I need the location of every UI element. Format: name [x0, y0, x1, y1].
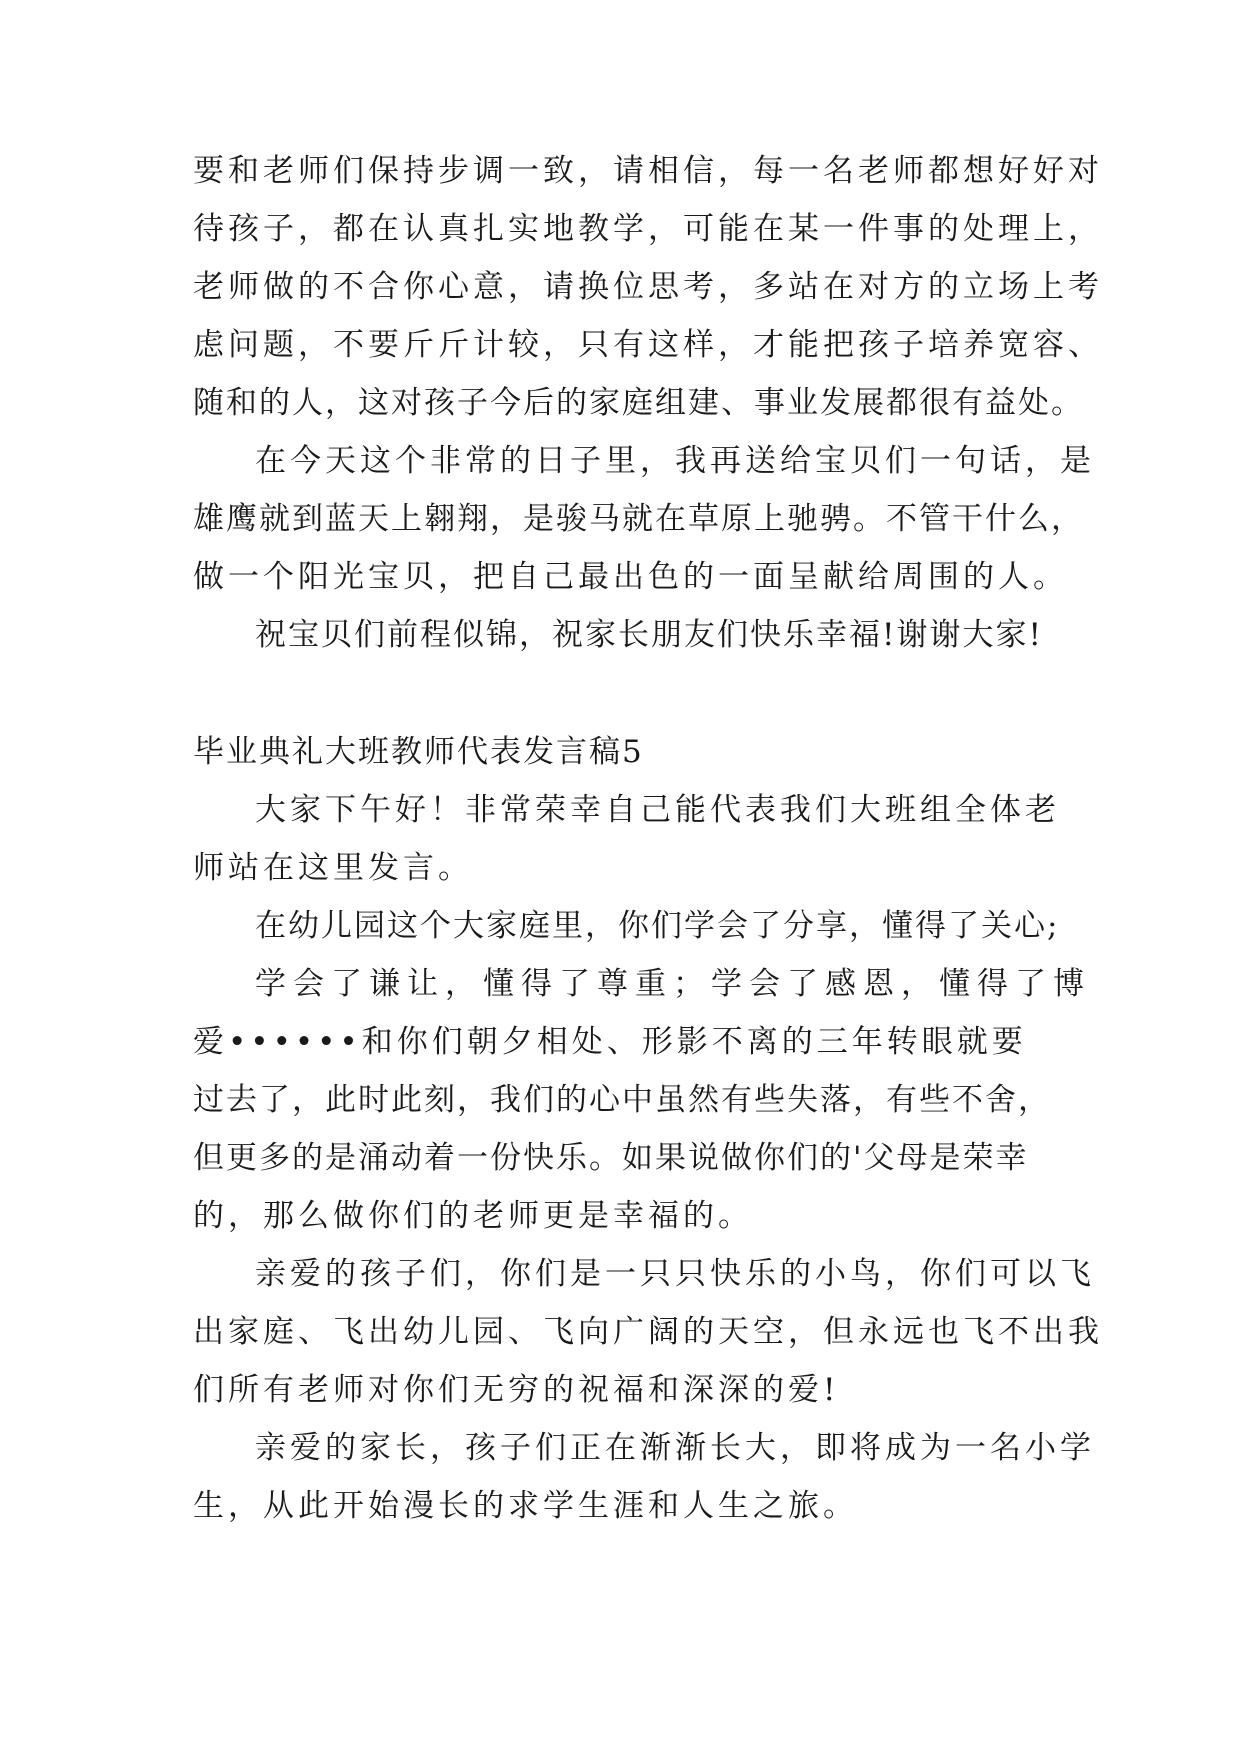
paragraph-line: 做一个阳光宝贝，把自己最出色的一面呈献给周围的人。: [193, 559, 1068, 595]
paragraph-line: 大家下午好！非常荣幸自己能代表我们大班组全体老: [255, 792, 1060, 828]
paragraph-line: 出家庭、飞出幼儿园、飞向广阔的天空，但永远也飞不出我: [193, 1314, 1103, 1350]
section-title: 毕业典礼大班教师代表发言稿5: [193, 734, 644, 770]
paragraph-line: 虑问题，不要斤斤计较，只有这样，才能把孩子培养宽容、: [193, 327, 1103, 363]
paragraph-line: 雄鹰就到蓝天上翱翔，是骏马就在草原上驰骋。不管干什么，: [193, 501, 1084, 537]
paragraph-line: 随和的人，这对孩子今后的家庭组建、事业发展都很有益处。: [193, 385, 1084, 421]
paragraph-line: 在今天这个非常的日子里，我再送给宝贝们一句话，是: [255, 443, 1095, 479]
paragraph-line: 亲爱的家长，孩子们正在渐渐长大，即将成为一名小学: [255, 1430, 1095, 1466]
paragraph-line: 在幼儿园这个大家庭里，你们学会了分享，懂得了关心;: [255, 908, 1060, 944]
paragraph-line: 过去了，此时此刻，我们的心中虽然有些失落，有些不舍，: [193, 1082, 1051, 1118]
paragraph-line: 们所有老师对你们无穷的祝福和深深的爱!: [193, 1372, 840, 1408]
paragraph-line: 的，那么做你们的老师更是幸福的。: [193, 1198, 753, 1234]
paragraph-line: 师站在这里发言。: [193, 850, 473, 886]
paragraph-line: 亲爱的孩子们，你们是一只只快乐的小鸟，你们可以飞: [255, 1256, 1095, 1292]
paragraph-line: 爱••••••和你们朝夕相处、形影不离的三年转眼就要: [193, 1024, 1027, 1060]
paragraph-line: 学会了谦让，懂得了尊重；学会了感恩，懂得了博: [255, 966, 1091, 1002]
paragraph-line: 老师做的不合你心意，请换位思考，多站在对方的立场上考: [193, 269, 1103, 305]
paragraph-line: 待孩子，都在认真扎实地教学，可能在某一件事的处理上，: [193, 211, 1103, 247]
paragraph-line: 要和老师们保持步调一致，请相信，每一名老师都想好好对: [193, 153, 1103, 189]
paragraph-line: 生，从此开始漫长的求学生涯和人生之旅。: [193, 1488, 858, 1524]
paragraph-line: 祝宝贝们前程似锦，祝家长朋友们快乐幸福!谢谢大家!: [255, 617, 1043, 653]
paragraph-line: 但更多的是涌动着一份快乐。如果说做你们的'父母是荣幸: [193, 1140, 1029, 1176]
